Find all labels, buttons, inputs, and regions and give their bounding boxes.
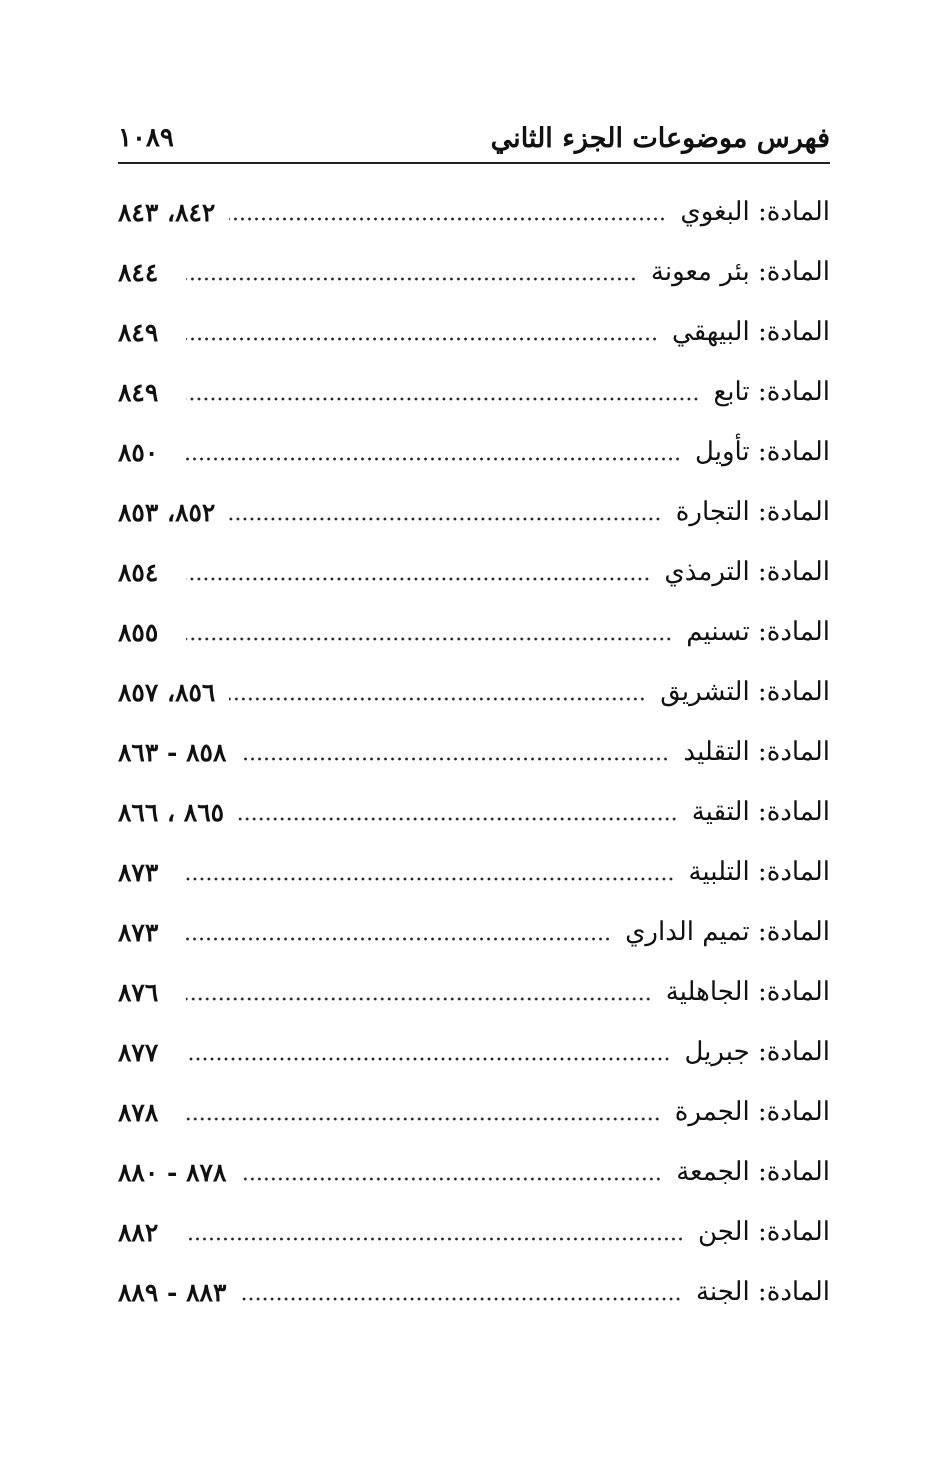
entry-title: المادة: التقليد — [683, 737, 830, 767]
dot-leader — [186, 397, 699, 401]
header-rule — [118, 162, 830, 164]
page-number: ١٠٨٩ — [118, 123, 174, 153]
entry-title: المادة: التجارة — [675, 497, 830, 527]
entry-title: المادة: تسنيم — [686, 617, 830, 647]
entry-pages: ٨٥٦، ٨٥٧ — [118, 677, 216, 707]
entry-title: المادة: الجمعة — [676, 1157, 830, 1187]
entry-pages: ٨٥٠ — [118, 437, 159, 467]
index-entry — [118, 1082, 830, 1142]
index-entry — [118, 362, 830, 422]
entry-pages: ٨٥٨ - ٨٦٣ — [118, 737, 227, 767]
dot-leader — [229, 697, 646, 701]
entry-title: المادة: التشريق — [660, 677, 830, 707]
index-entry — [118, 302, 830, 362]
entry-title: المادة: الترمذي — [664, 557, 830, 587]
entry-pages: ٨٨٣ - ٨٨٩ — [118, 1277, 227, 1307]
entry-pages: ٨٥٥ — [118, 617, 159, 647]
dot-leader — [186, 1057, 670, 1061]
entry-title: المادة: التلبية — [688, 857, 830, 887]
index-entry — [118, 902, 830, 962]
entry-pages: ٨٧٨ — [118, 1097, 159, 1127]
entry-pages: ٨٧٨ - ٨٨٠ — [118, 1157, 227, 1187]
entry-title: المادة: الجاهلية — [665, 977, 830, 1007]
index-entry — [118, 662, 830, 722]
dot-leader — [186, 997, 652, 1001]
entry-title: المادة: بئر معونة — [650, 257, 830, 287]
entry-pages: ٨٧٣ — [118, 857, 159, 887]
header-title: فهرس موضوعات الجزء الثاني — [490, 122, 830, 154]
entry-title: المادة: جبريل — [684, 1037, 830, 1067]
index-entry — [118, 1142, 830, 1202]
index-entry — [118, 782, 830, 842]
entry-title: المادة: البيهقي — [672, 317, 830, 347]
dot-leader — [186, 337, 658, 341]
entry-pages: ٨٧٧ — [118, 1037, 159, 1067]
index-entry — [118, 182, 830, 242]
dot-leader — [186, 577, 650, 581]
index-entry — [118, 842, 830, 902]
entry-title: المادة: الجنة — [695, 1277, 830, 1307]
index-entry — [118, 242, 830, 302]
entry-pages: ٨٥٢، ٨٥٣ — [118, 497, 216, 527]
entry-title: المادة: تأويل — [695, 437, 830, 467]
index-entry — [118, 1202, 830, 1262]
dot-leader — [240, 1177, 662, 1181]
dot-leader — [186, 457, 681, 461]
entry-pages: ٨٧٣ — [118, 917, 159, 947]
entry-pages: ٨٤٤ — [118, 257, 159, 287]
dot-leader — [186, 1237, 684, 1241]
index-entry — [118, 1022, 830, 1082]
index-entry — [118, 482, 830, 542]
index-entry — [118, 422, 830, 482]
running-header — [118, 116, 830, 160]
entry-pages: ٨٨٢ — [118, 1217, 159, 1247]
index-entry — [118, 962, 830, 1022]
entry-pages: ٨٥٤ — [118, 557, 159, 587]
dot-leader — [186, 877, 674, 881]
entry-title: المادة: الجن — [697, 1217, 830, 1247]
index-entry — [118, 602, 830, 662]
entry-pages: ٨٦٥ ، ٨٦٦ — [118, 797, 225, 827]
entry-title: المادة: الجمرة — [674, 1097, 830, 1127]
dot-leader — [186, 637, 672, 641]
entry-title: المادة: التقية — [691, 797, 830, 827]
dot-leader — [229, 217, 666, 221]
dot-leader — [240, 757, 669, 761]
entry-title: المادة: تميم الداري — [625, 917, 830, 947]
dot-leader — [186, 1117, 661, 1121]
entry-pages: ٨٤٩ — [118, 377, 159, 407]
dot-leader — [240, 1297, 682, 1301]
dot-leader — [238, 817, 678, 821]
index-entry — [118, 1262, 830, 1322]
dot-leader — [186, 937, 611, 941]
index-entry — [118, 542, 830, 602]
index-entries — [118, 182, 830, 1322]
entry-title: المادة: تابع — [713, 377, 830, 407]
entry-pages: ٨٤٢، ٨٤٣ — [118, 197, 216, 227]
dot-leader — [186, 277, 637, 281]
index-entry — [118, 722, 830, 782]
entry-pages: ٨٧٦ — [118, 977, 159, 1007]
entry-pages: ٨٤٩ — [118, 317, 159, 347]
entry-title: المادة: البغوي — [680, 197, 830, 227]
dot-leader — [229, 517, 661, 521]
